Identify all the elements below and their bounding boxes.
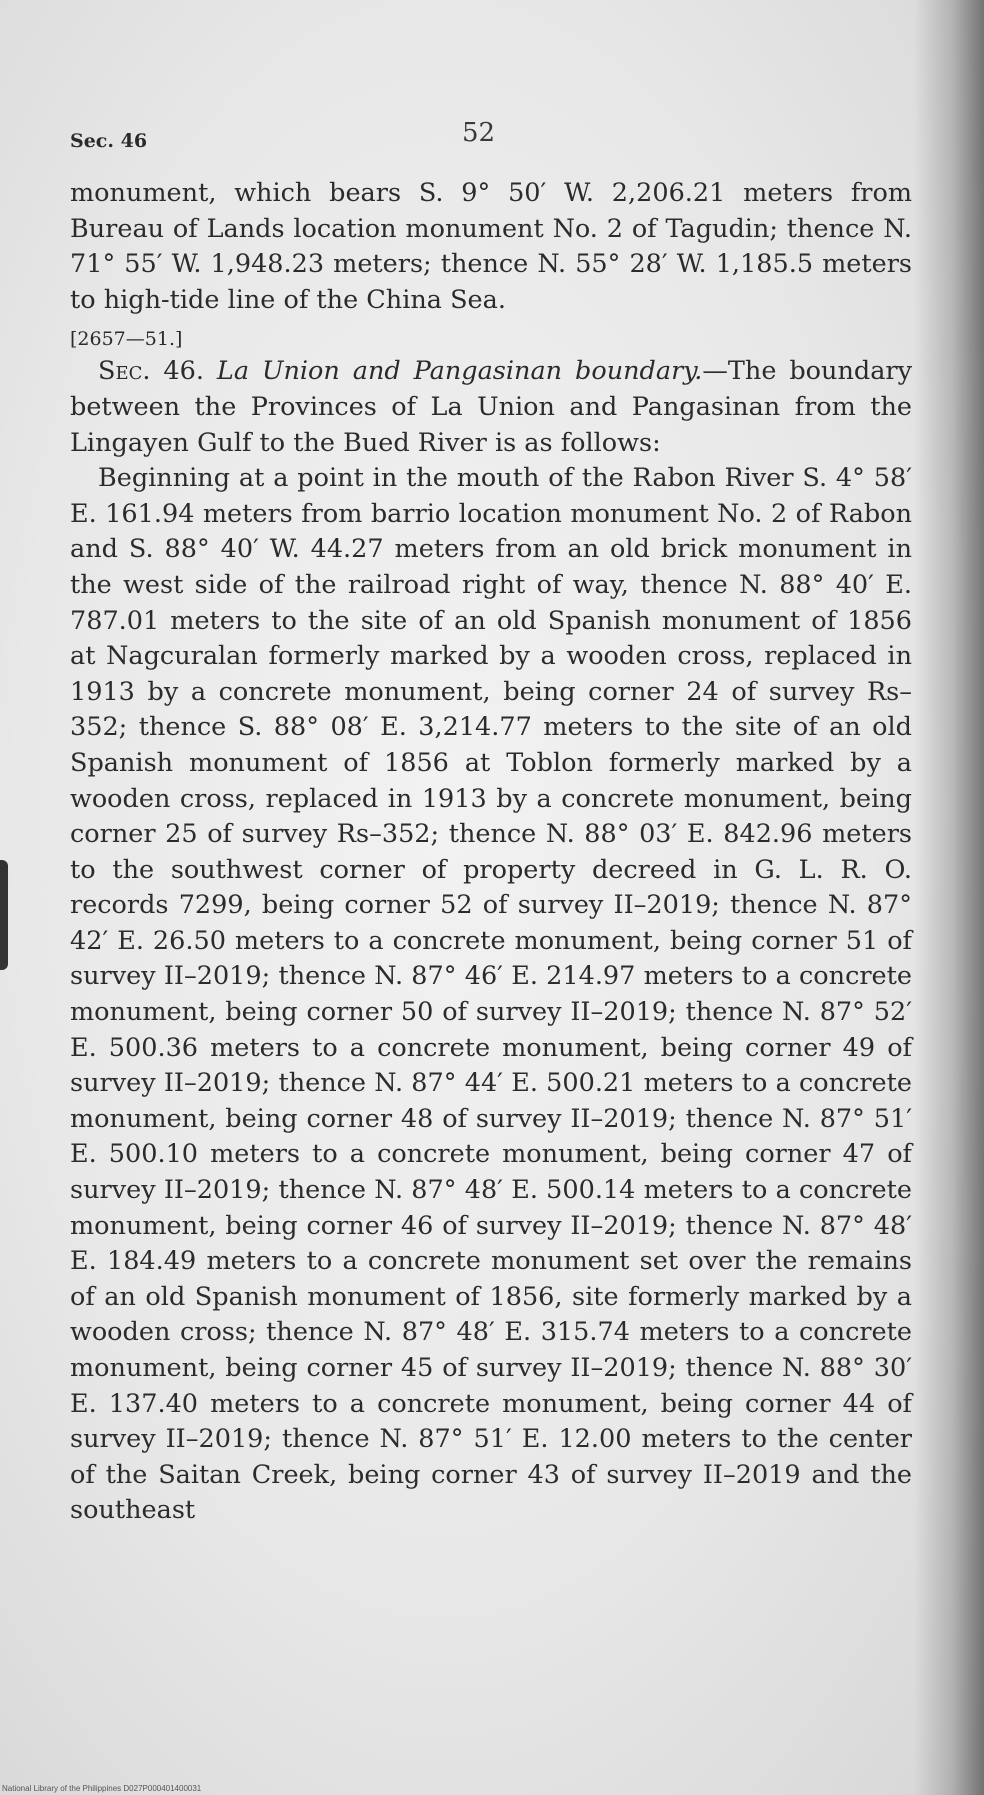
continuation-paragraph: monument, which bears S. 9° 50′ W. 2,206.21 meters from Bureau of Lands location monument No. 2 of Tagudin; thence N. 71° 55′ W. 1,948.23 meters; thence N. 55° 28′ W. 1,185.5 meters to high-tide line of the China Sea. — [70, 178, 912, 315]
section-heading-paragraph — [70, 354, 912, 461]
page-edge-mark — [0, 860, 8, 970]
section-number: Sec. 46. — [98, 356, 204, 387]
section-intro: —The boundary between the Provinces of La Union and Pangasinan from the Lingayen Gulf to the Bued River is as follows: — [70, 356, 913, 458]
boundary-description-paragraph: Beginning at a point in the mouth of the Rabon River S. 4° 58′ E. 161.94 meters from barrio location monument No. 2 of Rabon and S. 88° 40′ W. 44.27 meters from an old brick monument in the west side of the railroad right of way, thence N. 88° 40′ E. 787.01 meters to the site of an old Spanish monument of 1856 at Nagcuralan formerly marked by a wooden cross, replaced in 1913 by a concrete monument, being corner 24 of survey Rs–352; thence S. 88° 08′ E. 3,214.77 meters to the site of an old Spanish monument of 1856 at Toblon formerly marked by a wooden cross, replaced in 1913 by a concrete monument, being corner 25 of survey Rs–352; thence N. 88° 03′ E. 842.96 meters to the southwest corner of property decreed in G. L. R. O. records 7299, being corner 52 of survey II–2019; thence N. 87° 42′ E. 26.50 meters to a concrete monument, being corner 51 of survey II–2019; thence N. 87° 46′ E. 214.97 meters to a concrete monument, being corner 50 of survey II–2019; thence N. 87° 52′ E. 500.36 meters to a concrete monument, being corner 49 of survey II–2019; thence N. 87° 44′ E. 500.21 meters to a concrete monument, being corner 48 of survey II–2019; thence N. 87° 51′ E. 500.10 meters to a concrete monument, being corner 47 of survey II–2019; thence N. 87° 48′ E. 500.14 meters to a concrete monument, being corner 46 of survey II–2019; thence N. 87° 48′ E. 184.49 meters to a concrete monument set over the remains of an old Spanish monument of 1856, site formerly marked by a wooden cross; thence N. 87° 48′ E. 315.74 meters to a concrete monument, being corner 45 of survey II–2019; thence N. 88° 30′ E. 137.40 meters to a concrete monument, being corner 44 of survey II–2019; thence N. 87° 51′ E. 12.00 meters to the center of the Saitan Creek, being corner 43 of survey II–2019 and the southeast — [70, 463, 912, 1526]
page-number: 52 — [462, 118, 496, 148]
scan-credit: National Library of the Philippines D027P000401400031 — [2, 1784, 202, 1793]
binding-shadow — [914, 0, 984, 1795]
section-title: La Union and Pangasinan boundary. — [216, 356, 703, 387]
running-section-label: Sec. 46 — [70, 130, 148, 152]
body-text — [70, 176, 912, 1529]
page-header — [70, 118, 910, 158]
legislative-reference: [2657—51.] — [70, 328, 183, 351]
